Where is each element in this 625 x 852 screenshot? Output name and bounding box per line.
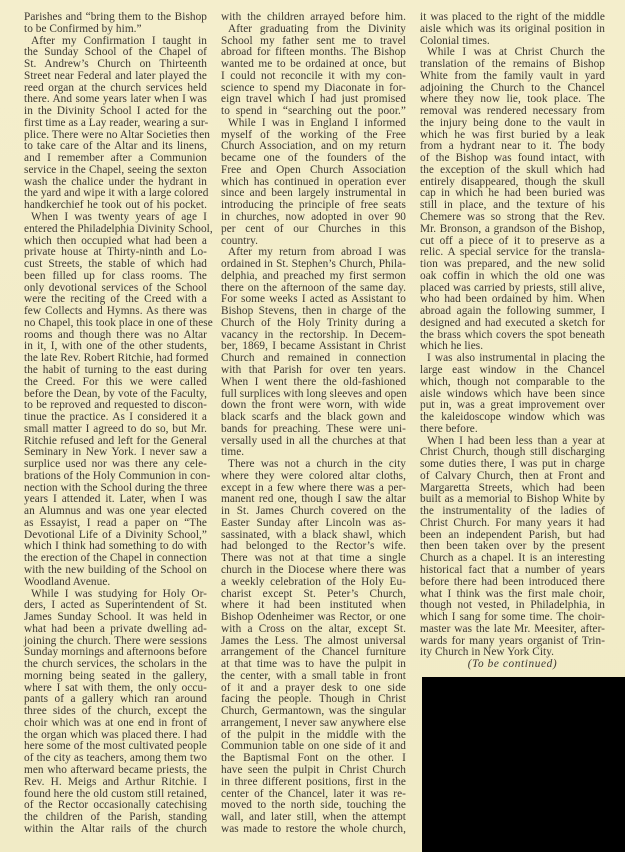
text-line: where they now lie, took place. The xyxy=(420,93,605,106)
text-line: then been taken over by the present xyxy=(420,540,605,553)
text-line: time. xyxy=(221,446,245,459)
text-line: morning being seated in the gallery, xyxy=(24,669,207,682)
text-line: Woodland Avenue. xyxy=(24,575,111,588)
text-line: ber, 1869, I became Assistant in Christ xyxy=(221,340,406,353)
text-line: When I went there the old-fashioned xyxy=(221,375,406,388)
text-line: service in the Chapel, seeing the sexton xyxy=(24,163,207,176)
text-line: Church, Germantown, was the singular xyxy=(221,705,406,718)
text-line: After my Confirmation I taught in xyxy=(31,34,207,47)
text-line: the organ which was placed there. I had xyxy=(24,728,207,741)
text-line: oak coffin in which the old one was xyxy=(420,269,605,282)
text-line: Church of the Holy Trinity during a xyxy=(221,316,406,329)
text-line: put in, was a great improvement over xyxy=(420,399,605,412)
text-column-2 xyxy=(221,12,406,836)
text-line: removal was rendered necessary from xyxy=(420,105,605,118)
text-line: a weekly celebration of the Holy Eu- xyxy=(221,575,406,588)
text-line: since and been largely instrumental in xyxy=(221,187,406,200)
text-line: country. xyxy=(221,234,258,247)
text-line: of the Bishop was found intact, with xyxy=(420,152,605,165)
text-line: surplice used nor was there any cele- xyxy=(24,458,207,471)
text-line: abroad for fifteen months. The Bishop xyxy=(221,46,406,59)
text-line: three sides of the church, except the xyxy=(24,705,207,718)
text-line: have seen the pulpit in Christ Church xyxy=(221,764,406,776)
text-line: found here the old custom still retained, xyxy=(24,787,207,800)
text-line: Chemere was so strong that the Rev. xyxy=(420,211,605,224)
text-line: School my father sent me to travel xyxy=(221,34,406,47)
text-line: historical fact that a number of years xyxy=(420,563,605,576)
text-line: here some of the most cultivated people xyxy=(24,740,207,753)
text-line: the instrumentality of the ladies of xyxy=(420,505,605,518)
text-line: there on the afternoon of the same day. xyxy=(221,281,406,294)
text-line: what had been a private dwelling ad- xyxy=(24,622,207,635)
text-line: arrangement, I never saw anywhere else xyxy=(221,716,406,729)
text-line: there. And some years later when I was xyxy=(24,93,207,106)
text-line: was made to restore the whole church, xyxy=(221,822,406,835)
text-line: though not vested, in Philadelphia, in xyxy=(420,599,605,612)
text-line: been an independent Parish, but had xyxy=(420,528,605,541)
text-line: with the new building of the School on xyxy=(24,563,207,576)
text-line: Bishop Stevens, then in charge of the xyxy=(221,305,406,318)
text-line: aisle windows which have been since xyxy=(420,387,605,400)
text-line: of Calvary Church, then at Front and xyxy=(420,469,605,482)
text-line: Street near Federal and later played the xyxy=(24,69,207,82)
text-line: sassinated, with a black shawl, which xyxy=(221,528,406,541)
text-line: versally used in all the churches at that xyxy=(221,434,406,447)
text-line: men who afterward became priests, the xyxy=(24,764,207,776)
text-line: Church as a chapel. It is an interesting xyxy=(420,552,605,565)
text-line: White from the family vault in yard xyxy=(420,69,605,82)
text-column-3 xyxy=(420,12,605,671)
text-line: reed organ at the church services held xyxy=(24,81,207,94)
text-line: Easter Sunday after Lincoln was as- xyxy=(221,516,406,529)
text-line: Margaretta Streets, which had been xyxy=(420,481,605,494)
text-line: some duties there, I was put in charge xyxy=(420,458,605,471)
text-line: the exception of the skull which had xyxy=(420,163,605,176)
text-line: the center, with a small table in front xyxy=(221,669,406,682)
text-line: first time as a Lay reader, wearing a sur- xyxy=(24,116,209,129)
text-line: introducing the principle of free seats xyxy=(221,199,406,212)
text-line: with a Cross on the altar, except St. xyxy=(221,622,406,635)
text-line: only devotional services of the School xyxy=(24,281,207,294)
text-line: in three different positions, first in the xyxy=(221,775,406,788)
text-line: years I attended it. Later, when I was xyxy=(24,493,207,506)
text-line: of the pulpit in the middle with the xyxy=(221,728,406,741)
text-line: the Baptismal Font on the other. I xyxy=(221,752,406,765)
text-line: While I was at Christ Church the xyxy=(427,46,605,59)
redacted-image-block xyxy=(422,677,625,852)
text-line: bands for preaching. These were uni- xyxy=(221,422,406,435)
text-line: entirely disappeared, though the skull xyxy=(420,175,605,188)
text-line: small matter I agreed to do so, but Mr. xyxy=(24,422,207,435)
text-column-1 xyxy=(24,11,213,836)
text-line: which he lies. xyxy=(420,340,484,353)
text-line: the brass which covers the spot beneath xyxy=(420,328,605,341)
text-line: of the Rector occasionally catechising xyxy=(24,799,207,812)
text-line: to take care of the Altar and its linens, xyxy=(24,140,207,153)
text-line: brations of the Holy Communion in con- xyxy=(24,469,211,482)
text-line: charist except St. Peter’s Church, xyxy=(221,587,406,600)
text-line: wall, and later still, when the attempt xyxy=(221,811,406,824)
text-line: which he was first buried by a leak xyxy=(420,128,605,141)
text-line: There was not at that time a single xyxy=(221,552,406,565)
text-line: cap in which he had been buried was xyxy=(420,187,605,200)
text-line: adjoining the Church to the Chancel xyxy=(420,81,605,94)
text-line: Devotional Life of a Divinity School,” xyxy=(24,528,207,541)
text-line: in churches, now adopted in over 90 xyxy=(221,211,406,224)
text-line: large east window in the Chancel xyxy=(420,363,605,376)
text-line: the kaleidoscope window which was xyxy=(420,411,605,424)
text-line: While I was studying for Holy Or- xyxy=(31,587,207,600)
text-line: where I sat with them, the only occu- xyxy=(24,681,207,694)
text-line: the church services, the scholars in the xyxy=(24,658,207,671)
text-line: choir which was at one end in front of xyxy=(24,716,207,729)
continuation-note: (To be continued) xyxy=(467,658,558,671)
text-line: Ritchie refused and left for the General xyxy=(24,434,207,447)
text-line: Parishes and “bring them to the Bishop xyxy=(24,11,207,23)
text-line: When I was twenty years of age I xyxy=(31,211,207,224)
text-line: Church and remained in connection xyxy=(221,352,406,365)
text-line: became one of the founders of the xyxy=(221,152,406,165)
text-line: what I think was the first male choir, xyxy=(420,587,605,600)
text-line: been filled up for class rooms. The xyxy=(24,269,207,282)
text-line: wanted me to be ordained at once, but xyxy=(221,58,406,71)
text-line: Sunday mornings and afternoons before xyxy=(24,646,207,659)
text-line: of the city as teachers, among them two xyxy=(24,752,207,765)
text-line: in the Divinity School I acted for the xyxy=(24,105,207,118)
text-line: still in place, and the texture of his xyxy=(420,199,605,212)
text-line: designed and had executed a sketch for xyxy=(420,316,605,329)
text-line: St. Andrew’s Church on Thirteenth xyxy=(24,58,207,71)
text-line: had belonged to the Rector’s wife. xyxy=(221,540,406,553)
text-line: there before. xyxy=(420,422,478,435)
text-line: to spend in “searching out the poor.” xyxy=(221,105,406,118)
text-line: Free and Open Church Association xyxy=(221,163,406,176)
text-line: When I had been less than a year at xyxy=(427,434,605,447)
text-line: Christ Church. For many years it had xyxy=(420,516,605,529)
text-line: where they were colored altar cloths, xyxy=(221,469,406,482)
text-line: facing the people. Though in Christ xyxy=(221,693,406,706)
text-line: at that time was to have the pulpit in xyxy=(221,658,406,671)
text-line: per cent of our Churches in this xyxy=(221,222,406,235)
text-line: placed was carried by priests, still alive, xyxy=(420,281,605,294)
text-line: myself of the working of the Free xyxy=(221,128,406,141)
text-line: eign travel which I had just promised xyxy=(221,93,406,106)
text-line: pants of a gallery which ran around xyxy=(24,693,207,706)
text-line: arrangement of the Chancel furniture xyxy=(221,646,406,659)
text-line: to be Confirmed by him.” xyxy=(24,22,142,35)
text-line: private house at Thirty-ninth and Lo- xyxy=(24,246,207,259)
text-line: before the Dean, by vote of the Faculty, xyxy=(24,387,207,400)
text-line: Communion table on one side of it and xyxy=(221,740,406,753)
text-line: translation of the remains of Bishop xyxy=(420,58,605,71)
text-line: abroad again the following summer, I xyxy=(420,305,605,318)
text-line: aisle which was its original position in xyxy=(420,22,605,35)
text-line: from a hydrant near to it. The body xyxy=(420,140,605,153)
text-line: ders, I acted as Superintendent of St. xyxy=(24,599,207,612)
text-line: the habit of turning to the east during xyxy=(24,363,207,376)
text-line: and I remember after a Communion xyxy=(24,152,207,165)
text-line: an Alumnus and was one year elected xyxy=(24,505,207,518)
text-line: in it, I, with one of the other students, xyxy=(24,340,207,353)
text-line: down the front were worn, with wide xyxy=(221,399,406,412)
text-line: For some weeks I acted as Assistant to xyxy=(221,293,406,306)
text-line: joining the church. There were sessions xyxy=(24,634,207,647)
text-line: to be reproved and requested to discon- xyxy=(24,399,207,412)
text-line: Bishop Odenheimer was Rector, or one xyxy=(221,611,406,624)
text-line: Rev. H. Meigs and Arthur Ritchie. I xyxy=(24,775,207,788)
text-line: Seminary in New York. I never saw a xyxy=(24,446,207,459)
text-line: full surplices with long sleeves and open xyxy=(221,387,407,400)
text-line: the Sunday School of the Chapel of xyxy=(24,46,207,59)
text-line: ity Church in New York City. xyxy=(420,646,555,659)
text-line: I could not reconcile it with my con- xyxy=(221,69,406,82)
text-line: tion was prepared, and the new solid xyxy=(420,258,605,271)
text-line: wards for many years organist of Trin- xyxy=(420,634,605,647)
text-line: which I sang for some time. The choir- xyxy=(420,611,605,624)
text-line: center of the Chancel, later it was re- xyxy=(221,787,406,800)
text-line: ordained in St. Stephen’s Church, Phila- xyxy=(221,258,406,271)
text-line: cut off a piece of it to preserve as a xyxy=(420,234,605,247)
text-line: After graduating from the Divinity xyxy=(228,22,406,35)
text-line: which I think had something to do with xyxy=(24,540,207,553)
text-line: I was also instrumental in placing the xyxy=(427,352,605,365)
text-line: black scarfs and the black gown and xyxy=(221,411,406,424)
text-line: of it and a prayer desk to one side xyxy=(221,681,406,694)
text-line: built as a memorial to Bishop White by xyxy=(420,493,605,506)
text-line: except in a few where there was a per- xyxy=(221,481,406,494)
text-line: delphia, and preached my first sermon xyxy=(221,269,406,282)
text-line: few Collects and Hymns. As there was xyxy=(24,305,207,318)
text-line: which has continued in operation ever xyxy=(221,175,406,188)
text-line: were the reciting of the Creed with a xyxy=(24,293,207,306)
text-line: There was not a church in the city xyxy=(228,458,406,471)
text-line: who had been ordained by him. When xyxy=(420,293,605,306)
text-line: While I was in England I informed xyxy=(228,116,406,129)
text-line: with the children arrayed before him. xyxy=(221,11,406,23)
text-line: handkerchief he took out of his pocket. xyxy=(24,199,207,212)
text-line: within the Altar rails of the church xyxy=(24,822,207,835)
text-line: the Creed. For this we were called xyxy=(24,375,207,388)
text-line: the children of the Parish, standing xyxy=(24,811,207,824)
text-line: James Sunday School. It was held in xyxy=(24,611,207,624)
text-line: wash the chalice under the hydrant in xyxy=(24,175,207,188)
text-line: which then occupied what had been a xyxy=(24,234,207,247)
text-line: church in the Diocese where there was xyxy=(221,563,406,576)
text-line: moved to the north side, touching the xyxy=(221,799,406,812)
text-line: the injury being done to the vault in xyxy=(420,116,605,129)
text-line: entered the Philadelphia Divinity School, xyxy=(24,222,213,235)
text-line: Christ Church, though still discharging xyxy=(420,446,605,459)
text-line: vacancy in the rectorship. In Decem- xyxy=(221,328,406,341)
text-line: relic. A special service for the transla- xyxy=(420,246,605,259)
text-line: cust Streets, the stable of which had xyxy=(24,258,207,271)
text-line: plice. There were no Altar Societies then xyxy=(24,128,210,141)
text-line: Church Association, and on my return xyxy=(221,140,406,153)
text-line: no Chapel, this took place in one of these xyxy=(24,316,213,329)
text-line: science to spend my Diaconate in for- xyxy=(221,81,406,94)
text-line: James the Less. The almost universal xyxy=(221,634,406,647)
text-line: After my return from abroad I was xyxy=(228,246,406,259)
text-line: the yard and wipe it with a large colored xyxy=(24,187,209,200)
text-line: before there had been introduced there xyxy=(420,575,605,588)
text-line: master was the late Mr. Meesiter, after- xyxy=(420,622,605,635)
text-line: nection with the School during the three xyxy=(24,481,208,494)
text-line: the late Rev. Robert Ritchie, had formed xyxy=(24,352,209,365)
text-line: Colonial times. xyxy=(420,34,490,47)
text-line: it was placed to the right of the middle xyxy=(420,11,605,23)
text-line: manent red one, though I saw the altar xyxy=(221,493,406,506)
text-line: rooms and though there was no Altar xyxy=(24,328,207,341)
text-line: which, though not comparable to the xyxy=(420,375,605,388)
text-line: in St. James Church covered on the xyxy=(221,505,406,518)
text-line: the erection of the Chapel in connection xyxy=(24,552,207,565)
text-line: where it had been instituted when xyxy=(221,599,406,612)
text-line: tinue the practice. As I considered it a xyxy=(24,411,207,424)
text-line: with that Parish for over ten years. xyxy=(221,363,406,376)
text-line: Mr. Bronson, a grandson of the Bishop, xyxy=(420,222,605,235)
text-line: as Essayist, I read a paper on “The xyxy=(24,516,207,529)
